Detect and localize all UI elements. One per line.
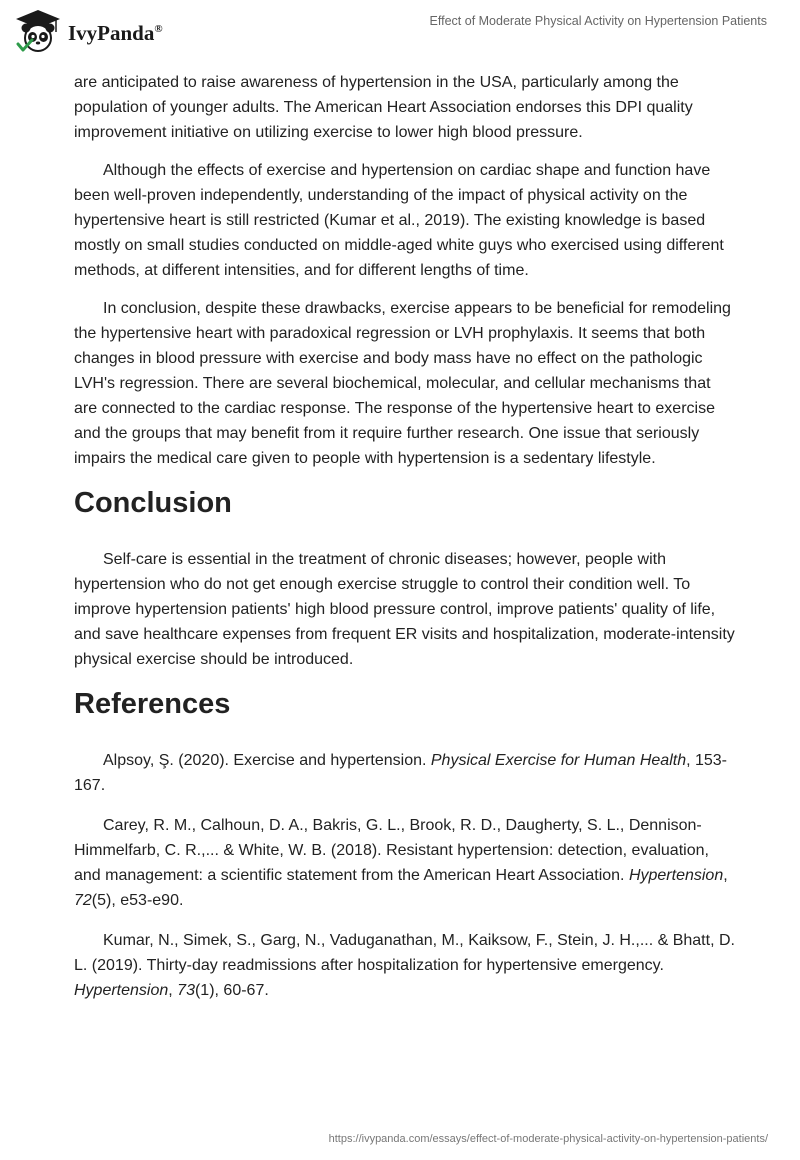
reference-pages: , 153-167. [74, 752, 728, 794]
brand-name: IvyPanda® [68, 20, 163, 45]
ivypanda-logo[interactable] [14, 8, 163, 54]
reference-text: Kumar, N., Simek, S., Garg, N., Vaduganathan, M., Kaiksow, F., Stein, J. H.,... & Bhatt, D. L. (2019). Thirty-day readmissions after hospitalization for hypertensive emergency. [74, 932, 735, 974]
reference-volume: 72 [74, 892, 92, 909]
document-title: Effect of Moderate Physical Activity on Hypertension Patients [429, 14, 767, 28]
reference-volume: 73 [177, 982, 195, 999]
reference-separator: , [168, 982, 178, 999]
panda-mascot-icon [14, 8, 62, 54]
reference-pages: (5), e53-e90. [91, 892, 184, 909]
source-url[interactable]: https://ivypanda.com/essays/effect-of-moderate-physical-activity-on-hypertension-patients/ [328, 1133, 768, 1145]
conclusion-paragraph: Self-care is essential in the treatment of chronic diseases; however, people with hypertension who do not get enough exercise struggle to control their condition well. To improve hypertension patients' high blood pressure control, improve patients' quality of life, and save healthcare expenses from frequent ER visits and hospitalization, moderate-intensity physical exercise should be introduced. [74, 551, 735, 668]
reference-journal: Hypertension [74, 982, 169, 999]
reference-kumar [74, 928, 736, 1003]
conclusion-heading: Conclusion [74, 487, 232, 519]
reference-pages: (1), 60-67. [194, 982, 269, 999]
document-body [74, 70, 736, 1018]
references-heading: References [74, 688, 231, 720]
reference-journal: Hypertension [628, 867, 724, 884]
reference-text: Alpsoy, Ş. (2020). Exercise and hypertension. [103, 752, 431, 769]
reference-text: Carey, R. M., Calhoun, D. A., Bakris, G. L., Brook, R. D., Daugherty, S. L., Dennison-Himmelfarb, C. R.,... & White, W. B. (2018). Resistant hypertension: detection, evaluation, and management: a scientific statement from the American Heart Association. [74, 817, 709, 884]
reference-carey [74, 813, 736, 913]
paragraph-in-conclusion: In conclusion, despite these drawbacks, exercise appears to be beneficial for remodeling the hypertensive heart with paradoxical regression or LVH prophylaxis. It seems that both changes in blood pressure with exercise and body mass have no effect on the pathologic LVH's regression. There are several biochemical, molecular, and cellular mechanisms that are connected to the cardiac response. The response of the hypertensive heart to exercise and the groups that may benefit from it require further research. One issue that seriously impairs the medical care given to people with hypertension is a sedentary lifestyle. [74, 300, 731, 467]
page-header [0, 0, 800, 62]
registered-mark: ® [154, 22, 163, 35]
reference-alpsoy [74, 748, 736, 798]
reference-separator: , [723, 867, 728, 884]
reference-journal: Physical Exercise for Human Health [430, 752, 687, 769]
paragraph-exercise-knowledge: Although the effects of exercise and hypertension on cardiac shape and function have been well-proven independently, understanding of the impact of physical activity on the hypertensive heart is still restricted (Kumar et al., 2019). The existing knowledge is based mostly on small studies conducted on middle-aged white guys who exercised using different methods, at different intensities, and for different lengths of time. [74, 162, 724, 279]
paragraph-continued: are anticipated to raise awareness of hypertension in the USA, particularly among the population of younger adults. The American Heart Association endorses this DPI quality improvement initiative on utilizing exercise to lower high blood pressure. [74, 74, 693, 141]
